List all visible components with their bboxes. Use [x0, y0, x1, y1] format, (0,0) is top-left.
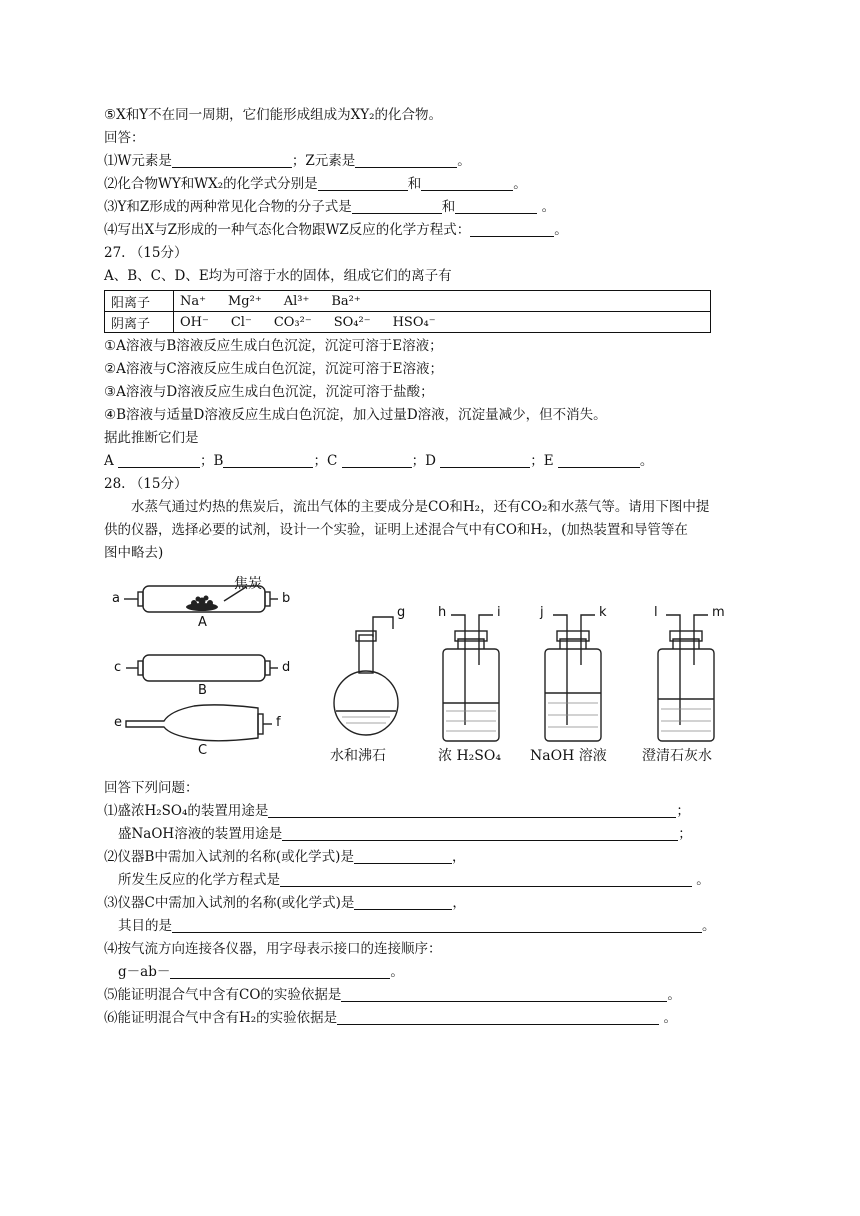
answer-blank[interactable] [470, 222, 554, 237]
q28-item-3: ⑶仪器C中需加入试剂的名称(或化学式)是 ， [104, 895, 466, 911]
q28-item-2: ⑵仪器B中需加入试剂的名称(或化学式)是 ， [104, 849, 466, 865]
answer-blank[interactable] [170, 964, 390, 979]
ion: SO₄²⁻ [333, 314, 371, 330]
q28-answer-label: 回答下列问题： [104, 780, 199, 796]
answer-blank[interactable] [341, 987, 667, 1002]
ion: Ba²⁺ [331, 293, 361, 309]
ion: Mg²⁺ [228, 293, 262, 309]
caption-h2so4: 浓 H₂SO₄ [438, 748, 501, 764]
port-b: b [282, 591, 291, 606]
q28-item-4b: g－ab－ 。 [118, 964, 404, 980]
table-row [105, 312, 711, 333]
answer-blank[interactable] [342, 453, 412, 468]
q28-item-5: ⑸能证明混合气中含有CO的实验依据是 。 [104, 987, 681, 1003]
q28-item-4: ⑷按气流方向连接各仪器，用字母表示接口的连接顺序： [104, 941, 442, 957]
caption-naoh: NaOH 溶液 [530, 748, 607, 764]
q27-intro: A、B、C、D、E均为可溶于水的固体，组成它们的离子有 [104, 268, 452, 284]
tube-a-label: A [198, 615, 207, 630]
caption-water: 水和沸石 [330, 748, 386, 764]
answer-blank[interactable] [280, 872, 692, 887]
answer-blank[interactable] [318, 176, 408, 191]
answer-blank[interactable] [172, 918, 702, 933]
anion-label: 阴离子 [105, 312, 174, 333]
table-row [105, 291, 711, 312]
answer-blank[interactable] [354, 895, 452, 910]
bottle-h2so4 [443, 615, 499, 741]
bottle-limewater [658, 615, 714, 741]
port-h: h [438, 605, 447, 620]
q27-condition-1: ①A溶液与B溶液反应生成白色沉淀，沉淀可溶于E溶液； [104, 338, 443, 354]
q27-condition-2: ②A溶液与C溶液反应生成白色沉淀，沉淀可溶于E溶液； [104, 361, 444, 377]
port-d: d [282, 660, 291, 675]
answer-blank[interactable] [172, 153, 292, 168]
port-g: g [397, 605, 406, 620]
answer-blank[interactable] [355, 153, 457, 168]
answer-blank[interactable] [421, 176, 513, 191]
q27-infer: 据此推断它们是 [104, 430, 199, 446]
port-m: m [712, 605, 725, 620]
tube-c-label: C [198, 743, 208, 758]
answer-blank[interactable] [440, 453, 530, 468]
apparatus-figure [98, 575, 778, 765]
ion: Na⁺ [180, 293, 206, 309]
q26-item-4: ⑷写出X与Z形成的一种气态化合物跟WZ反应的化学方程式： 。 [104, 222, 568, 238]
coke-pile [186, 596, 218, 612]
condition-5: ⑤X和Y不在同一周期，它们能形成组成为XY₂的化合物。 [104, 107, 443, 123]
q27-condition-3: ③A溶液与D溶液反应生成白色沉淀，沉淀可溶于盐酸； [104, 384, 434, 400]
port-f: f [276, 715, 281, 730]
q26-item-2: ⑵化合物WY和WX₂的化学式分别是 和 。 [104, 176, 527, 192]
answer-blank[interactable] [337, 1010, 659, 1025]
answer-blank[interactable] [268, 803, 676, 818]
answer-blank[interactable] [352, 199, 442, 214]
cation-list [174, 291, 711, 312]
port-c: c [114, 660, 122, 675]
exam-page [104, 104, 724, 1030]
q27-answers: A ；B ；C ；D ；E 。 [104, 453, 654, 469]
ion: OH⁻ [180, 314, 209, 330]
port-i: i [497, 605, 501, 620]
answer-blank[interactable] [558, 453, 640, 468]
ion-table [104, 290, 711, 333]
q28-text: 水蒸气通过灼热的焦炭后，流出气体的主要成分是CO和H₂，还有CO₂和水蒸气等。请用下图中提 供的仪器，选择必要的试剂，设计一个实验，证明上述混合气中有CO和H₂，(加热装置和导管等在 图中略去) [104, 499, 710, 561]
caption-limewater: 澄清石灰水 [642, 748, 712, 764]
tube-b [126, 655, 278, 681]
q28-header: 28. （15分） [104, 476, 188, 492]
answer-blank[interactable] [455, 199, 537, 214]
q28-item-6: ⑹能证明混合气中含有H₂的实验依据是 。 [104, 1010, 677, 1026]
coke-label: 焦炭 [234, 576, 262, 592]
port-k: k [599, 605, 607, 620]
ion: HSO₄⁻ [392, 314, 436, 330]
port-e: e [114, 715, 122, 730]
ion: CO₃²⁻ [273, 314, 312, 330]
q27-condition-4: ④B溶液与适量D溶液反应生成白色沉淀，加入过量D溶液，沉淀量减少，但不消失。 [104, 407, 607, 423]
answer-blank[interactable] [282, 826, 678, 841]
port-j: j [540, 605, 544, 620]
apparatus-drawing [98, 575, 778, 765]
port-l: l [654, 605, 658, 620]
q26-item-3: ⑶Y和Z形成的两种常见化合物的分子式是 和 。 [104, 199, 556, 215]
q27-header: 27. （15分） [104, 245, 188, 261]
ion: Cl⁻ [230, 314, 252, 330]
q28-item-1b: 盛NaOH溶液的装置用途是 ； [118, 826, 692, 842]
q26-item-1: ⑴W元素是 ；Z元素是 。 [104, 153, 471, 169]
port-a: a [112, 591, 120, 606]
q28-item-1: ⑴盛浓H₂SO₄的装置用途是 ； [104, 803, 690, 819]
q28-item-2b: 所发生反应的化学方程式是 。 [118, 872, 710, 888]
answer-blank[interactable] [223, 453, 313, 468]
tube-c [126, 705, 272, 741]
bottle-naoh [545, 615, 601, 741]
q28-item-3b: 其目的是 。 [118, 918, 716, 934]
answer-label: 回答： [104, 130, 145, 146]
answer-blank[interactable] [354, 849, 452, 864]
cation-label: 阳离子 [105, 291, 174, 312]
ion: Al³⁺ [283, 293, 310, 309]
anion-list [174, 312, 711, 333]
tube-b-label: B [198, 683, 207, 698]
answer-blank[interactable] [118, 453, 200, 468]
